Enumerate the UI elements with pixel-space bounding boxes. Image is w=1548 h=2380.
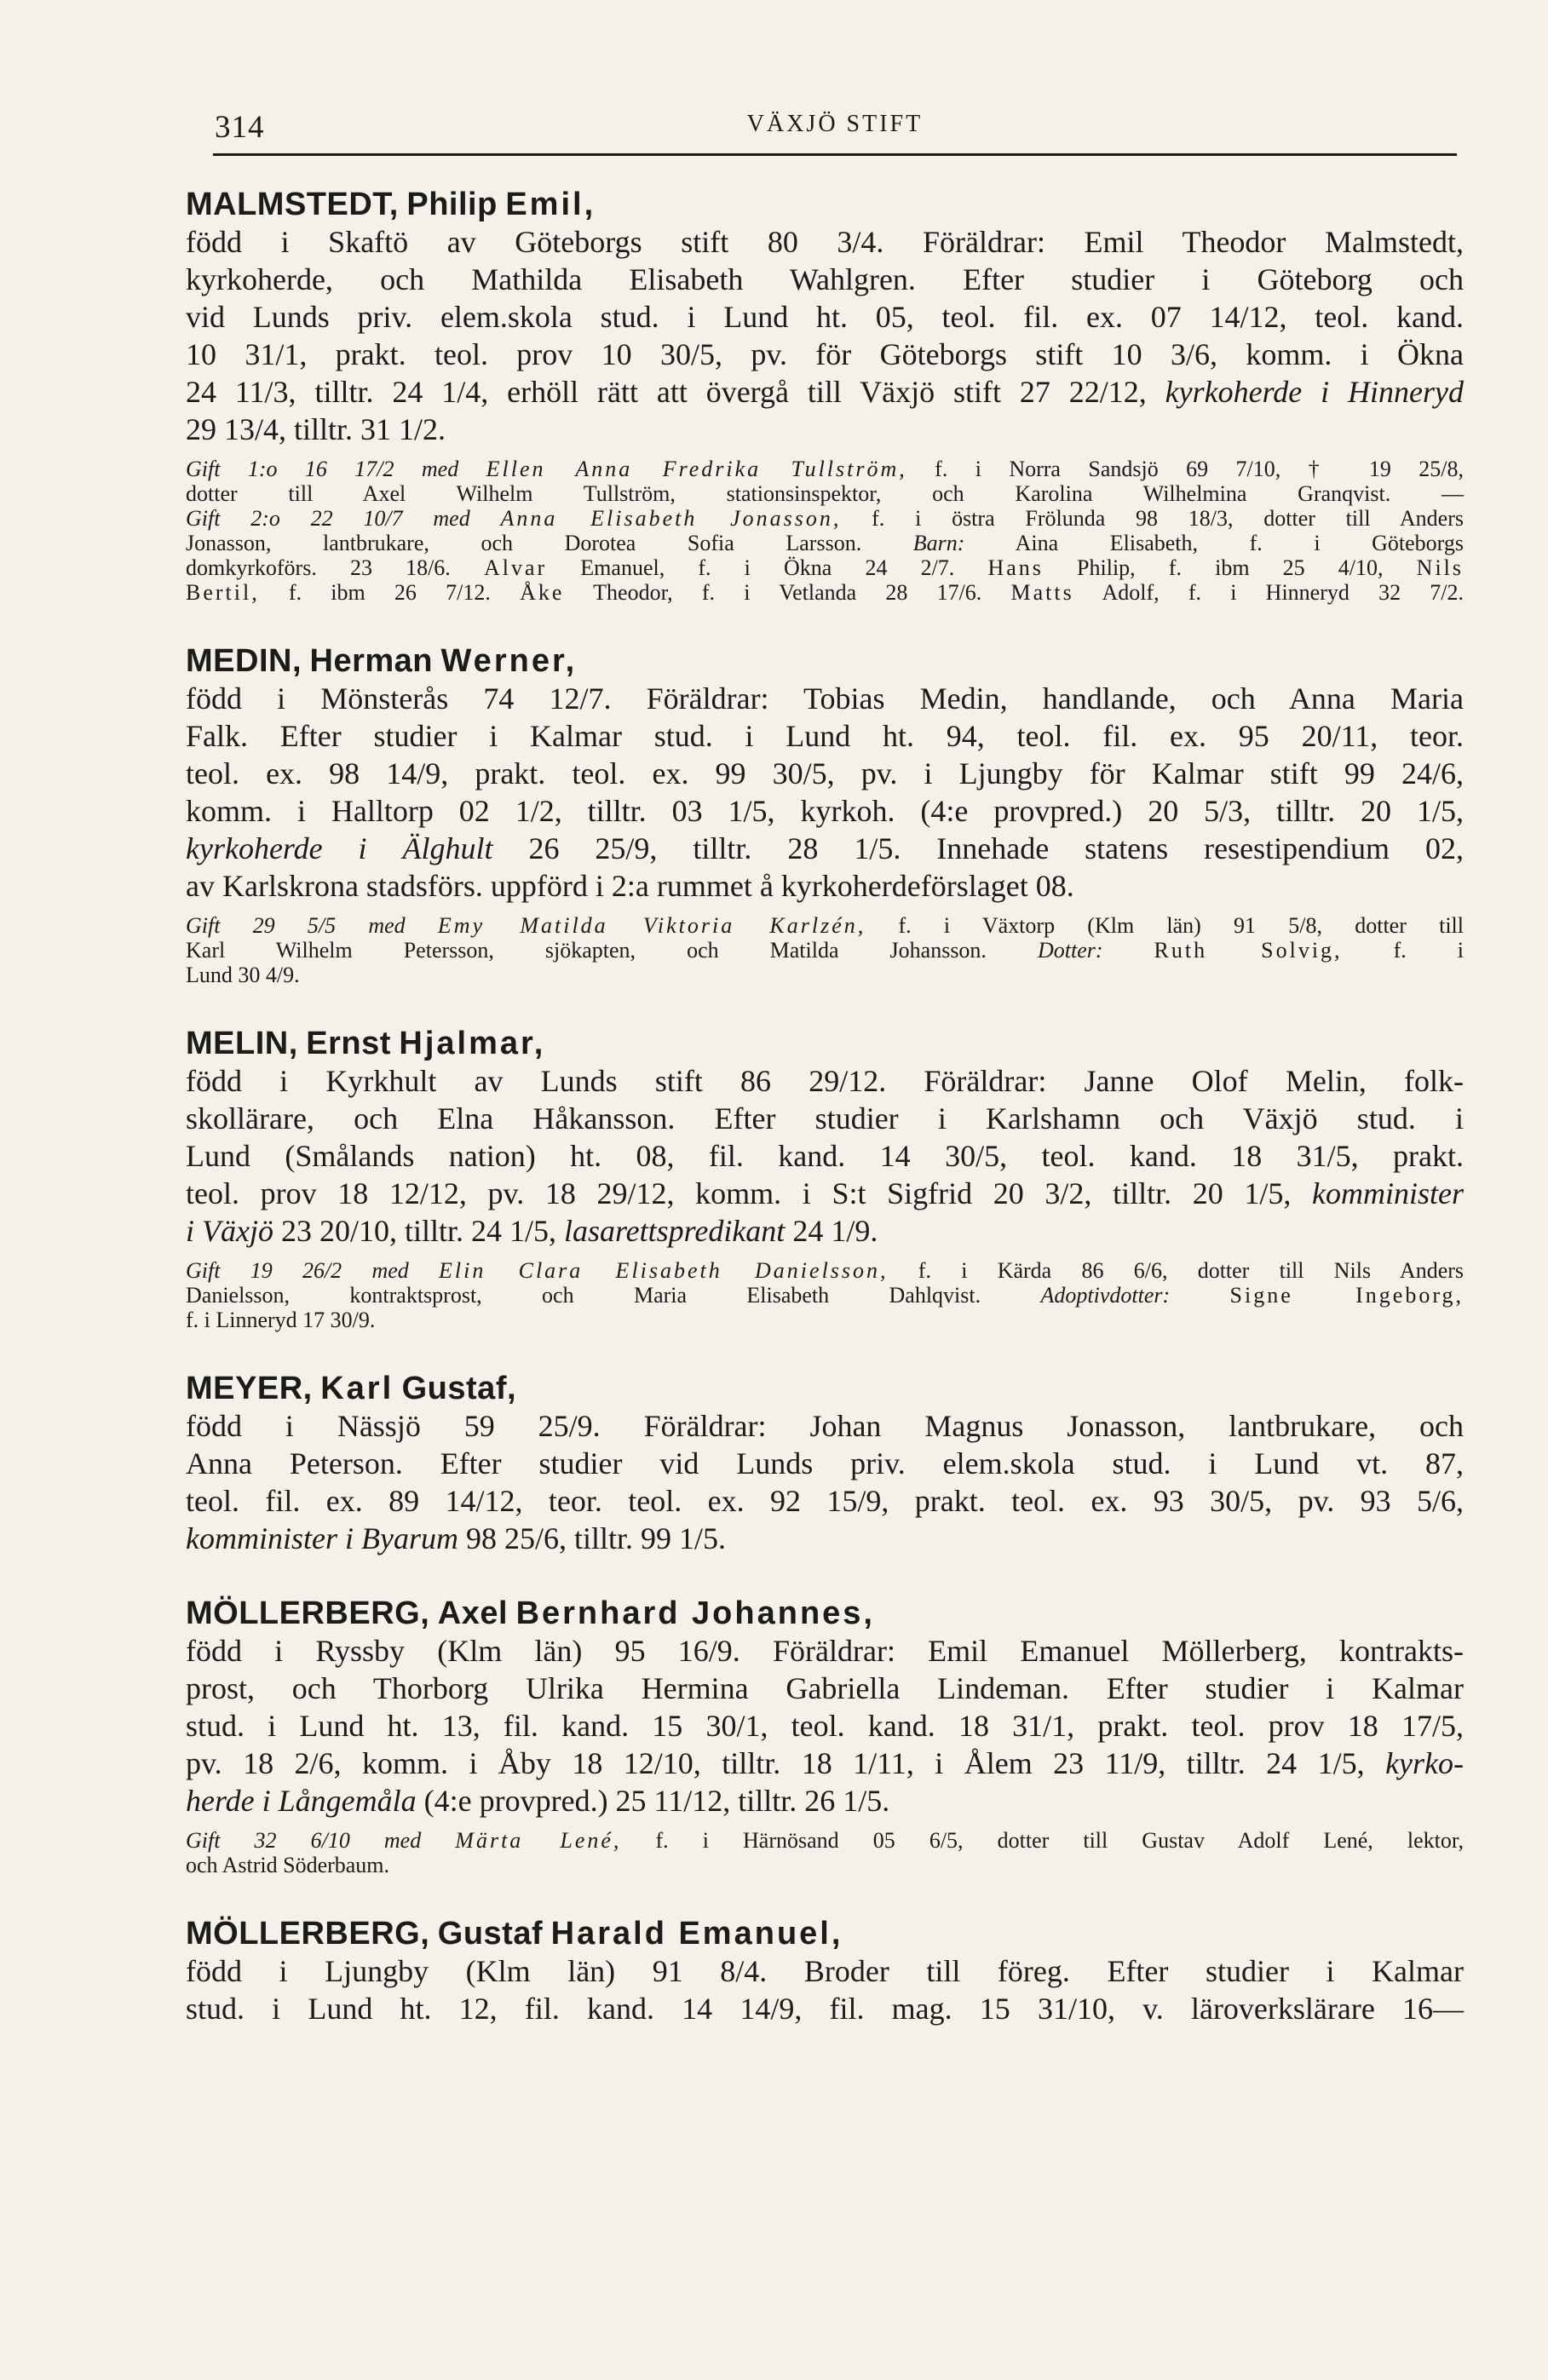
child-name: Matts	[1010, 580, 1074, 605]
note-part: Aina Elisabeth, f. i Göteborgs	[1015, 531, 1464, 555]
entry-line: Falk. Efter studier i Kalmar stud. i Lund ht. 94, teol. fil. ex. 95 20/11, teor.	[186, 719, 1464, 753]
note-label: Dotter:	[1037, 938, 1103, 963]
note-part: f. ibm 26 7/12.	[288, 580, 491, 605]
entry-melin	[186, 1025, 1464, 1332]
spouse-name: Ellen Anna Fredrika Tullström,	[486, 457, 907, 481]
entry-line: 29 13/4, tilltr. 31 1/2.	[186, 412, 446, 446]
entry-text	[186, 680, 1464, 905]
note-part: f. i Kärda 86 6/6, dotter till Nils Anders	[918, 1258, 1465, 1283]
entry-given-name: Axel	[437, 1595, 509, 1631]
entry-line: skollärare, och Elna Håkansson. Efter studier i Karlshamn och Växjö stud. i	[186, 1101, 1464, 1135]
entry-line	[186, 373, 1464, 411]
note-line	[186, 457, 1464, 481]
note-line	[186, 1258, 1464, 1283]
child-name: Hans	[987, 555, 1044, 580]
spouse-name: Emy Matilda Viktoria Karlzén,	[437, 913, 866, 938]
running-head: VÄXJÖ STIFT	[746, 111, 924, 137]
page-number: 314	[215, 110, 265, 145]
entry-title-italic: kyrkoherde i Älghult	[186, 831, 493, 865]
entry-line: stud. i Lund ht. 12, fil. kand. 14 14/9, fil. mag. 15 31/10, v. läroverkslärare 16—	[186, 1992, 1464, 2026]
entry-line: Lund (Smålands nation) ht. 08, fil. kand. 14 30/5, teol. kand. 18 31/5, prakt.	[186, 1139, 1464, 1173]
entry-surname: MEYER,	[186, 1371, 313, 1406]
entry-line-part: 23 20/10, tilltr. 24 1/5,	[280, 1214, 556, 1248]
entry-line: född i Ryssby (Klm län) 95 16/9. Föräldrar: Emil Emanuel Möllerberg, kontrakts-	[186, 1634, 1464, 1668]
note-part: Gift 19 26/2 med	[186, 1258, 409, 1283]
entry-line: född i Mönsterås 74 12/7. Föräldrar: Tobias Medin, handlande, och Anna Maria	[186, 681, 1464, 716]
note-line	[186, 531, 1464, 555]
entry-line-part: 26 25/9, tilltr. 28 1/5. Innehade statens resestipendium 02,	[528, 831, 1465, 865]
entry-name	[186, 186, 1464, 223]
entry-given-name-2: Werner,	[440, 643, 578, 679]
note-line	[186, 938, 1464, 963]
entry-line: teol. fil. ex. 89 14/12, teor. teol. ex. 92 15/9, prakt. teol. ex. 93 30/5, pv. 93 5/6,	[186, 1484, 1464, 1518]
note-line	[186, 1828, 1464, 1853]
note-label: Adoptivdotter:	[1040, 1283, 1171, 1308]
entry-line: prost, och Thorborg Ulrika Hermina Gabriella Lindeman. Efter studier i Kalmar	[186, 1671, 1464, 1705]
entry-line: född i Ljungby (Klm län) 91 8/4. Broder till föreg. Efter studier i Kalmar	[186, 1954, 1464, 1988]
entry-text	[186, 1952, 1464, 2027]
entry-given-name: Ernst	[306, 1026, 391, 1061]
entry-line: teol. ex. 98 14/9, prakt. teol. ex. 99 30/5, pv. i Ljungby för Kalmar stift 99 24/6,	[186, 756, 1464, 790]
note-label: Barn:	[912, 531, 965, 555]
entry-medin	[186, 642, 1464, 987]
note-part: Adolf, f. i Hinneryd 32 7/2.	[1102, 580, 1464, 605]
entry-given-name-2: Harald Emanuel,	[550, 1916, 843, 1952]
entry-line: vid Lunds priv. elem.skola stud. i Lund ht. 05, teol. fil. ex. 07 14/12, teol. kand.	[186, 300, 1464, 334]
entry-title-italic: komminister	[1312, 1176, 1465, 1210]
note-part: Gift 2:o 22 10/7 med	[186, 506, 470, 531]
entry-text	[186, 223, 1464, 448]
entry-surname: MÖLLERBERG,	[186, 1595, 430, 1631]
note-part: Karl Wilhelm Petersson, sjökapten, och Matilda Johansson.	[186, 938, 987, 963]
entry-line-part: pv. 18 2/6, komm. i Åby 18 12/10, tilltr. 18 1/11, i Ålem 23 11/9, tilltr. 24 1/5,	[186, 1746, 1365, 1780]
entry-line	[186, 1745, 1464, 1782]
entry-text	[186, 1632, 1464, 1819]
entry-given-name: Philip	[406, 187, 498, 222]
entry-line	[186, 1175, 1464, 1212]
entry-name	[186, 1025, 1464, 1062]
note-line	[186, 1283, 1464, 1308]
spouse-name: Märta Lené,	[455, 1828, 622, 1853]
note-part: Emanuel, f. i Ökna 24 2/7.	[580, 555, 955, 580]
note-part: Gift 1:o 16 17/2 med	[186, 457, 459, 481]
entry-title-italic: i Växjö	[186, 1214, 273, 1248]
entry-note	[186, 1258, 1464, 1332]
note-part: Gift 32 6/10 med	[186, 1828, 422, 1853]
entry-line: 10 31/1, prakt. teol. prov 10 30/5, pv. för Göteborgs stift 10 3/6, komm. i Ökna	[186, 337, 1464, 371]
entry-text	[186, 1407, 1464, 1557]
entry-line: Anna Peterson. Efter studier vid Lunds priv. elem.skola stud. i Lund vt. 87,	[186, 1446, 1464, 1480]
entry-surname: MELIN,	[186, 1026, 298, 1061]
entry-text	[186, 1062, 1464, 1250]
entry-note	[186, 1828, 1464, 1877]
note-line	[186, 913, 1464, 938]
entry-line	[186, 1520, 1464, 1557]
entry-line: född i Kyrkhult av Lunds stift 86 29/12. Föräldrar: Janne Olof Melin, folk-	[186, 1064, 1464, 1098]
child-name: Alvar	[483, 555, 548, 580]
entry-surname: MALMSTEDT,	[186, 187, 399, 222]
note-part: f. i Växtorp (Klm län) 91 5/8, dotter till	[898, 913, 1465, 938]
entry-mollerberg-axel	[186, 1595, 1464, 1877]
note-part: Theodor, f. i Vetlanda 28 17/6.	[593, 580, 982, 605]
entry-title-italic: lasarettspredikant	[564, 1214, 786, 1248]
child-name: Bertil,	[186, 580, 260, 605]
note-part: Jonasson, lantbrukare, och Dorotea Sofia Larsson.	[186, 531, 862, 555]
entry-line	[186, 1212, 1464, 1250]
entry-line-part: 98 25/6, tilltr. 99 1/5.	[465, 1521, 726, 1555]
entry-line: kyrkoherde, och Mathilda Elisabeth Wahlgren. Efter studier i Göteborg och	[186, 262, 1464, 296]
entry-line: av Karlskrona stadsförs. uppförd i 2:a rummet å kyrkoherdeförslaget 08.	[186, 869, 1074, 903]
entries	[186, 186, 1464, 2065]
spouse-name: Anna Elisabeth Jonasson,	[500, 506, 842, 531]
entry-title-italic: herde i Långemåla	[186, 1784, 417, 1818]
entry-given-name-2: Bernhard Johannes,	[515, 1595, 875, 1631]
entry-name	[186, 1595, 1464, 1632]
note-part: f. i Härnösand 05 6/5, dotter till Gustav Adolf Lené, lektor,	[655, 1828, 1464, 1853]
entry-name	[186, 642, 1464, 680]
entry-note	[186, 913, 1464, 987]
note-part: f. i	[1393, 938, 1464, 963]
entry-line	[186, 830, 1464, 867]
entry-note	[186, 457, 1464, 605]
entry-line: stud. i Lund ht. 13, fil. kand. 15 30/1, teol. kand. 18 31/1, prakt. teol. prov 18 17/5,	[186, 1709, 1464, 1743]
entry-line: född i Nässjö 59 25/9. Föräldrar: Johan Magnus Jonasson, lantbrukare, och	[186, 1409, 1464, 1443]
entry-given-name: Gustaf	[437, 1916, 544, 1952]
note-line: dotter till Axel Wilhelm Tullström, stationsinspektor, och Karolina Wilhelmina Granqvist. —	[186, 481, 1464, 506]
entry-malmstedt	[186, 186, 1464, 605]
entry-mollerberg-gustaf	[186, 1915, 1464, 2027]
note-part: f. i Norra Sandsjö 69 7/10, † 19 25/8,	[935, 457, 1465, 481]
entry-title-italic: komminister i Byarum	[186, 1521, 458, 1555]
note-part: domkyrkoförs. 23 18/6.	[186, 555, 451, 580]
note-part: Gift 29 5/5 med	[186, 913, 406, 938]
entry-given-name-2: Emil,	[505, 187, 596, 222]
note-line	[186, 555, 1464, 580]
entry-given-name-2: Gustaf,	[401, 1371, 517, 1406]
entry-title-italic: kyrkoherde i Hinneryd	[1165, 375, 1464, 409]
entry-line: komm. i Halltorp 02 1/2, tilltr. 03 1/5, kyrkoh. (4:e provpred.) 20 5/3, tilltr. 20 1/5,	[186, 794, 1464, 828]
spouse-name: Elin Clara Elisabeth Danielsson,	[439, 1258, 889, 1283]
child-name: Ruth Solvig,	[1154, 938, 1343, 963]
entry-title-italic: kyrko-	[1385, 1746, 1464, 1780]
note-line	[186, 580, 1464, 605]
entry-surname: MÖLLERBERG,	[186, 1916, 430, 1952]
entry-line-part: teol. prov 18 12/12, pv. 18 29/12, komm. i S:t Sigfrid 20 3/2, tilltr. 20 1/5,	[186, 1176, 1292, 1210]
child-name: Signe Ingeborg,	[1229, 1283, 1465, 1308]
note-line: f. i Linneryd 17 30/9.	[186, 1308, 376, 1332]
entry-line-part: 24 1/9.	[792, 1214, 878, 1248]
entry-meyer	[186, 1370, 1464, 1557]
entry-line-part: (4:e provpred.) 25 11/12, tilltr. 26 1/5.	[423, 1784, 890, 1818]
page-header	[215, 109, 1455, 152]
note-line	[186, 506, 1464, 531]
entry-surname: MEDIN,	[186, 643, 302, 679]
entry-name	[186, 1370, 1464, 1407]
entry-given-name-2: Hjalmar,	[399, 1026, 546, 1061]
entry-line: född i Skaftö av Göteborgs stift 80 3/4. Föräldrar: Emil Theodor Malmstedt,	[186, 225, 1464, 259]
note-part: Philip, f. ibm 25 4/10,	[1077, 555, 1384, 580]
entry-name	[186, 1915, 1464, 1952]
child-name: Åke	[520, 580, 565, 605]
header-rule	[213, 153, 1457, 156]
note-part: Danielsson, kontraktsprost, och Maria Elisabeth Dahlqvist.	[186, 1283, 981, 1308]
entry-given-name: Herman	[309, 643, 433, 679]
child-name: Nils	[1416, 555, 1465, 580]
entry-line-part: 24 11/3, tilltr. 24 1/4, erhöll rätt att övergå till Växjö stift 27 22/12,	[186, 375, 1147, 409]
note-line: och Astrid Söderbaum.	[186, 1853, 390, 1877]
note-line: Lund 30 4/9.	[186, 963, 300, 987]
note-part: f. i östra Frölunda 98 18/3, dotter till Anders	[872, 506, 1464, 531]
entry-line	[186, 1782, 1464, 1819]
entry-given-name: Karl	[320, 1371, 394, 1406]
